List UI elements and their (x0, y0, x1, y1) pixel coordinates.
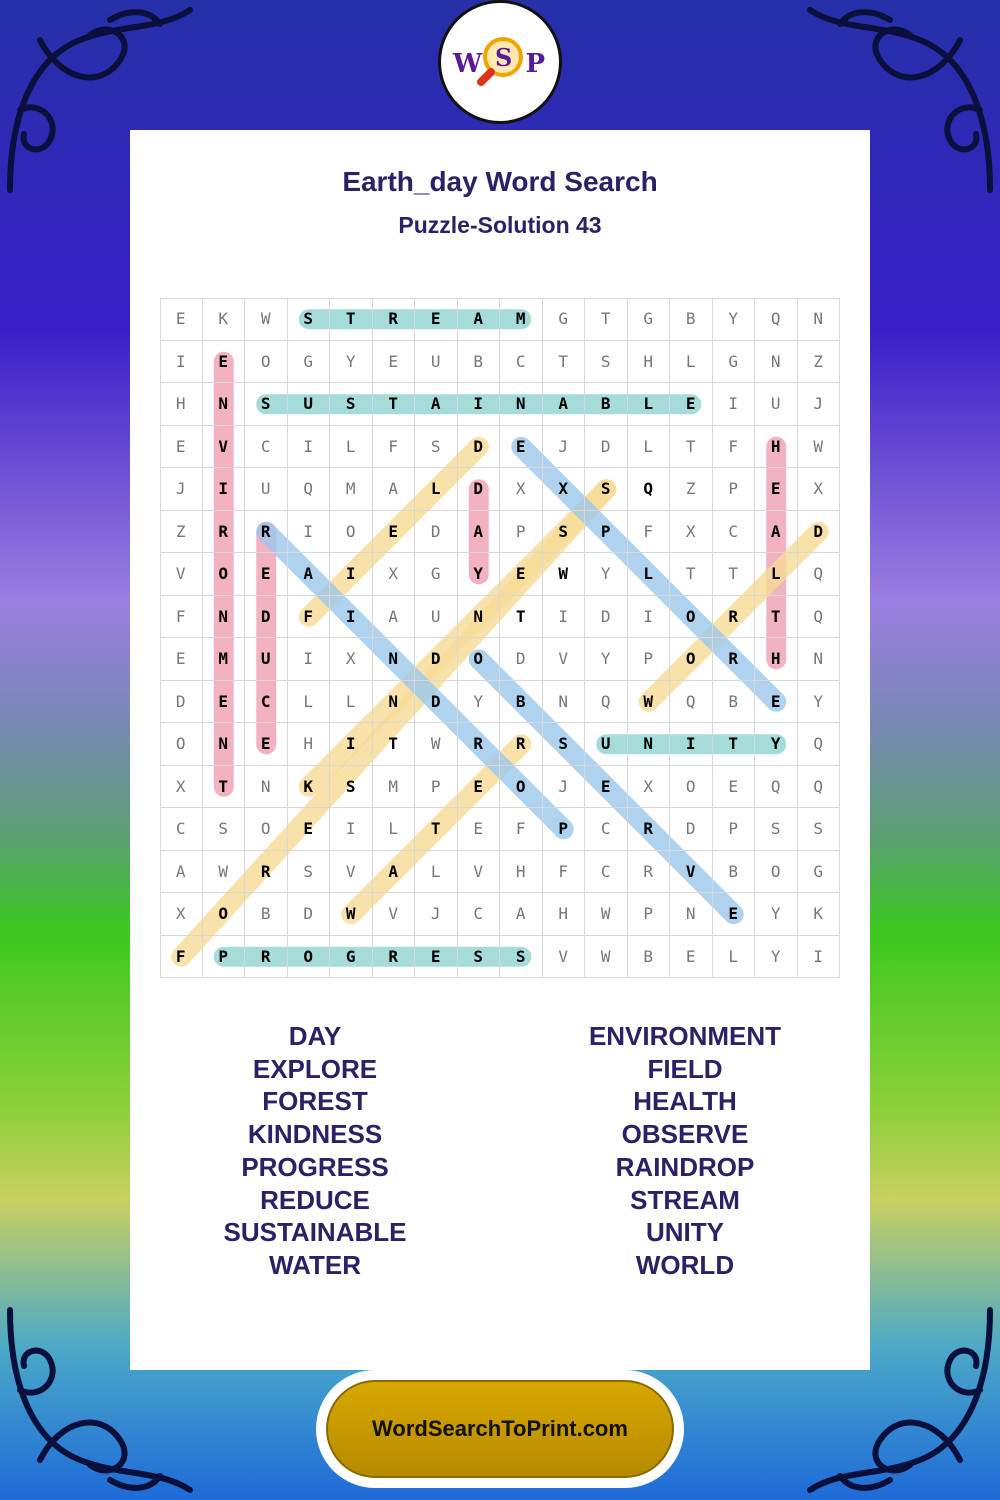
grid-cell: P (500, 511, 543, 554)
grid-cell: N (755, 341, 798, 384)
grid-cell: L (415, 468, 458, 511)
grid-cell: A (373, 468, 416, 511)
grid-cell: S (245, 383, 288, 426)
word-item: FIELD (647, 1053, 723, 1084)
grid-cell: D (415, 681, 458, 724)
grid-cell: L (415, 851, 458, 894)
grid-cell: P (543, 808, 586, 851)
grid-cell: I (288, 426, 331, 469)
grid-cell: D (458, 426, 501, 469)
grid-cell: W (585, 936, 628, 979)
grid-cell: O (160, 723, 203, 766)
grid-cell: E (415, 298, 458, 341)
grid-cell: Q (628, 468, 671, 511)
grid-cell: S (798, 808, 841, 851)
grid-cell: Q (798, 553, 841, 596)
grid-cell: X (373, 553, 416, 596)
word-list-left-column (130, 1020, 500, 1282)
grid-cell: S (330, 383, 373, 426)
grid-cell: Y (458, 681, 501, 724)
grid-cell: N (798, 298, 841, 341)
grid-cell: E (500, 553, 543, 596)
site-link-label: WordSearchToPrint.com (326, 1380, 674, 1478)
grid-cell: H (288, 723, 331, 766)
grid-cell: L (628, 383, 671, 426)
grid-cell: R (245, 936, 288, 979)
grid-cell: U (755, 383, 798, 426)
wsp-logo[interactable] (438, 0, 562, 124)
grid-cell: D (585, 596, 628, 639)
grid-cell: I (628, 596, 671, 639)
grid-cell: E (458, 808, 501, 851)
word-item: RAINDROP (615, 1151, 755, 1182)
logo-letter-s: S (495, 43, 513, 72)
grid-cell: L (628, 426, 671, 469)
grid-cell: Z (160, 511, 203, 554)
grid-cell: R (500, 723, 543, 766)
grid-cell: D (245, 596, 288, 639)
grid-cell: A (160, 851, 203, 894)
grid-cell: D (798, 511, 841, 554)
grid-cell: O (203, 553, 246, 596)
grid-cell: O (670, 766, 713, 809)
word-list-right-column (500, 1020, 870, 1282)
site-link-button[interactable] (316, 1370, 684, 1488)
grid-cell: E (713, 893, 756, 936)
grid-cell: I (330, 553, 373, 596)
grid-cell: L (288, 681, 331, 724)
grid-cell: S (543, 723, 586, 766)
grid-cell: S (458, 936, 501, 979)
grid-cell: A (458, 298, 501, 341)
letter-grid (160, 298, 840, 978)
grid-cell: V (203, 426, 246, 469)
grid-cell: R (628, 808, 671, 851)
grid-cell: J (415, 893, 458, 936)
grid-cell: S (755, 808, 798, 851)
grid-cell: H (755, 638, 798, 681)
grid-cell: Q (755, 298, 798, 341)
grid-cell: E (160, 298, 203, 341)
grid-cell: O (670, 596, 713, 639)
grid-cell: T (585, 298, 628, 341)
grid-cell: V (543, 638, 586, 681)
grid-cell: C (245, 681, 288, 724)
grid-cell: H (628, 341, 671, 384)
grid-cell: J (543, 426, 586, 469)
grid-cell: M (500, 298, 543, 341)
grid-cell: P (713, 468, 756, 511)
grid-cell: X (500, 468, 543, 511)
grid-cell: R (203, 511, 246, 554)
grid-cell: A (543, 383, 586, 426)
grid-cell: D (160, 681, 203, 724)
grid-cell: Y (755, 936, 798, 979)
grid-cell: N (543, 681, 586, 724)
grid-cell: E (288, 808, 331, 851)
grid-cell: E (245, 723, 288, 766)
grid-cell: C (245, 426, 288, 469)
grid-cell: W (798, 426, 841, 469)
grid-cell: F (160, 936, 203, 979)
logo-letter-p: P (525, 49, 545, 79)
grid-cell: T (713, 723, 756, 766)
word-search-grid (160, 298, 840, 978)
grid-cell: U (415, 596, 458, 639)
grid-cell: I (330, 596, 373, 639)
logo-letter-w: W (453, 49, 483, 79)
grid-cell: D (415, 638, 458, 681)
grid-cell: H (543, 893, 586, 936)
grid-cell: R (458, 723, 501, 766)
grid-cell: B (670, 298, 713, 341)
grid-cell: S (288, 851, 331, 894)
grid-cell: S (288, 298, 331, 341)
grid-cell: X (798, 468, 841, 511)
grid-cell: G (798, 851, 841, 894)
word-item: STREAM (630, 1184, 740, 1215)
grid-cell: K (798, 893, 841, 936)
grid-cell: Y (755, 893, 798, 936)
grid-cell: F (628, 511, 671, 554)
grid-cell: V (160, 553, 203, 596)
grid-cell: U (415, 341, 458, 384)
grid-cell: C (713, 511, 756, 554)
grid-cell: N (373, 638, 416, 681)
grid-cell: Z (670, 468, 713, 511)
grid-cell: R (373, 936, 416, 979)
grid-cell: F (713, 426, 756, 469)
grid-cell: X (670, 511, 713, 554)
grid-cell: Q (798, 723, 841, 766)
grid-cell: O (500, 766, 543, 809)
grid-cell: T (500, 596, 543, 639)
grid-cell: A (288, 553, 331, 596)
grid-cell: H (755, 426, 798, 469)
grid-cell: I (160, 341, 203, 384)
grid-cell: G (543, 298, 586, 341)
word-item: ENVIRONMENT (588, 1021, 782, 1051)
grid-cell: X (543, 468, 586, 511)
grid-cell: A (373, 851, 416, 894)
grid-cell: E (415, 936, 458, 979)
grid-cell: P (415, 766, 458, 809)
grid-cell: Y (798, 681, 841, 724)
grid-cell: S (585, 468, 628, 511)
puzzle-title: Earth_day Word Search (342, 166, 658, 197)
grid-cell: G (288, 341, 331, 384)
grid-cell: W (543, 553, 586, 596)
grid-cell: W (585, 893, 628, 936)
grid-cell: M (330, 468, 373, 511)
grid-cell: T (713, 553, 756, 596)
grid-cell: S (415, 426, 458, 469)
grid-cell: J (543, 766, 586, 809)
grid-cell: N (203, 383, 246, 426)
word-item: DAY (288, 1021, 342, 1051)
grid-cell: T (373, 383, 416, 426)
grid-cell: L (373, 808, 416, 851)
grid-cell: A (755, 511, 798, 554)
grid-cell: B (245, 893, 288, 936)
grid-cell: P (585, 511, 628, 554)
grid-cell: E (713, 766, 756, 809)
grid-cell: A (373, 596, 416, 639)
grid-cell: V (543, 936, 586, 979)
grid-cell: T (203, 766, 246, 809)
grid-cell: O (203, 893, 246, 936)
grid-cell: J (160, 468, 203, 511)
grid-cell: Q (798, 766, 841, 809)
grid-cell: N (373, 681, 416, 724)
word-item: HEALTH (633, 1086, 737, 1117)
grid-cell: G (330, 936, 373, 979)
word-item: FOREST (262, 1086, 368, 1117)
grid-cell: E (373, 341, 416, 384)
grid-cell: E (373, 511, 416, 554)
grid-cell: W (628, 681, 671, 724)
grid-cell: F (288, 596, 331, 639)
grid-cell: Y (585, 638, 628, 681)
grid-cell: G (628, 298, 671, 341)
grid-cell: I (288, 511, 331, 554)
grid-cell: E (755, 468, 798, 511)
grid-cell: S (330, 766, 373, 809)
grid-cell: C (458, 893, 501, 936)
grid-cell: F (160, 596, 203, 639)
grid-cell: N (798, 638, 841, 681)
grid-cell: E (585, 766, 628, 809)
puzzle-card (130, 130, 870, 1370)
grid-cell: P (628, 893, 671, 936)
grid-cell: F (500, 808, 543, 851)
word-item: WORLD (635, 1249, 735, 1280)
grid-cell: Y (330, 341, 373, 384)
grid-cell: N (203, 596, 246, 639)
grid-cell: U (245, 638, 288, 681)
grid-cell: Y (713, 298, 756, 341)
grid-cell: E (670, 936, 713, 979)
grid-cell: G (713, 341, 756, 384)
grid-cell: N (245, 766, 288, 809)
grid-cell: G (415, 553, 458, 596)
grid-cell: Q (670, 681, 713, 724)
grid-cell: W (203, 851, 246, 894)
grid-cell: Q (585, 681, 628, 724)
grid-cell: T (330, 298, 373, 341)
puzzle-subtitle: Puzzle-Solution 43 (398, 212, 602, 238)
grid-cell: R (713, 638, 756, 681)
grid-cell: P (203, 936, 246, 979)
grid-cell: V (330, 851, 373, 894)
grid-cell: B (628, 936, 671, 979)
grid-cell: D (670, 808, 713, 851)
grid-cell: C (585, 808, 628, 851)
grid-cell: B (713, 681, 756, 724)
grid-cell: V (373, 893, 416, 936)
word-item: REDUCE (260, 1184, 370, 1215)
grid-cell: D (458, 468, 501, 511)
grid-cell: I (458, 383, 501, 426)
grid-cell: B (500, 681, 543, 724)
grid-cell: X (160, 893, 203, 936)
grid-cell: B (713, 851, 756, 894)
grid-cell: I (713, 383, 756, 426)
grid-cell: Q (288, 468, 331, 511)
grid-cell: W (245, 298, 288, 341)
grid-cell: L (670, 341, 713, 384)
grid-cell: L (330, 426, 373, 469)
word-item: EXPLORE (252, 1053, 378, 1084)
grid-cell: B (585, 383, 628, 426)
grid-cell: N (628, 723, 671, 766)
grid-cell: X (628, 766, 671, 809)
grid-cell: E (160, 426, 203, 469)
grid-cell: M (203, 638, 246, 681)
grid-cell: U (585, 723, 628, 766)
grid-cell: D (415, 511, 458, 554)
grid-cell: E (458, 766, 501, 809)
word-item: OBSERVE (621, 1119, 749, 1150)
grid-cell: N (670, 893, 713, 936)
grid-cell: S (585, 341, 628, 384)
grid-cell: O (245, 341, 288, 384)
grid-cell: R (245, 511, 288, 554)
grid-cell: A (458, 511, 501, 554)
grid-cell: E (245, 553, 288, 596)
grid-cell: A (415, 383, 458, 426)
grid-cell: I (798, 936, 841, 979)
grid-cell: R (713, 596, 756, 639)
grid-cell: I (543, 596, 586, 639)
grid-cell: E (203, 681, 246, 724)
grid-cell: S (203, 808, 246, 851)
word-item: UNITY (646, 1217, 724, 1248)
grid-cell: P (713, 808, 756, 851)
grid-cell: C (585, 851, 628, 894)
grid-cell: D (500, 638, 543, 681)
grid-cell: R (373, 298, 416, 341)
grid-cell: T (755, 596, 798, 639)
grid-cell: R (245, 851, 288, 894)
grid-cell: N (203, 723, 246, 766)
word-item: KINDNESS (247, 1119, 383, 1150)
grid-cell: C (160, 808, 203, 851)
grid-cell: Q (755, 766, 798, 809)
grid-cell: E (203, 341, 246, 384)
grid-cell: Y (458, 553, 501, 596)
grid-cell: W (415, 723, 458, 766)
grid-cell: Z (798, 341, 841, 384)
grid-cell: E (500, 426, 543, 469)
word-item: SUSTAINABLE (223, 1217, 407, 1248)
grid-cell: O (458, 638, 501, 681)
grid-cell: L (628, 553, 671, 596)
grid-cell: M (373, 766, 416, 809)
grid-cell: T (415, 808, 458, 851)
grid-cell: N (500, 383, 543, 426)
grid-cell: E (670, 383, 713, 426)
grid-cell: S (500, 936, 543, 979)
grid-cell: H (160, 383, 203, 426)
grid-cell: T (543, 341, 586, 384)
grid-cell: I (203, 468, 246, 511)
grid-cell: T (373, 723, 416, 766)
grid-cell: S (543, 511, 586, 554)
grid-cell: I (670, 723, 713, 766)
grid-cell: T (670, 553, 713, 596)
grid-cell: O (245, 808, 288, 851)
grid-cell: L (330, 681, 373, 724)
grid-cell: I (330, 723, 373, 766)
grid-cell: U (288, 383, 331, 426)
grid-cell: Y (585, 553, 628, 596)
grid-cell: X (160, 766, 203, 809)
grid-cell: J (798, 383, 841, 426)
grid-cell: O (288, 936, 331, 979)
grid-cell: O (330, 511, 373, 554)
grid-cell: Q (798, 596, 841, 639)
grid-cell: X (330, 638, 373, 681)
grid-cell: O (670, 638, 713, 681)
grid-cell: D (288, 893, 331, 936)
word-list (130, 1020, 870, 1290)
grid-cell: F (543, 851, 586, 894)
word-item: WATER (269, 1249, 361, 1280)
grid-cell: K (288, 766, 331, 809)
grid-cell: H (500, 851, 543, 894)
grid-cell: V (458, 851, 501, 894)
grid-cell: A (500, 893, 543, 936)
grid-cell: W (330, 893, 373, 936)
grid-cell: F (373, 426, 416, 469)
grid-cell: U (245, 468, 288, 511)
grid-cell: T (670, 426, 713, 469)
word-item: PROGRESS (241, 1151, 389, 1182)
grid-cell: I (330, 808, 373, 851)
grid-cell: I (288, 638, 331, 681)
grid-cell: Y (755, 723, 798, 766)
grid-cell: E (160, 638, 203, 681)
grid-cell: K (203, 298, 246, 341)
grid-cell: N (458, 596, 501, 639)
grid-cell: R (628, 851, 671, 894)
grid-cell: E (755, 681, 798, 724)
grid-cell: P (628, 638, 671, 681)
grid-cell: V (670, 851, 713, 894)
grid-cell: B (458, 341, 501, 384)
grid-cell: D (585, 426, 628, 469)
grid-cell: L (713, 936, 756, 979)
grid-cell: L (755, 553, 798, 596)
grid-cell: C (500, 341, 543, 384)
grid-cell: O (755, 851, 798, 894)
